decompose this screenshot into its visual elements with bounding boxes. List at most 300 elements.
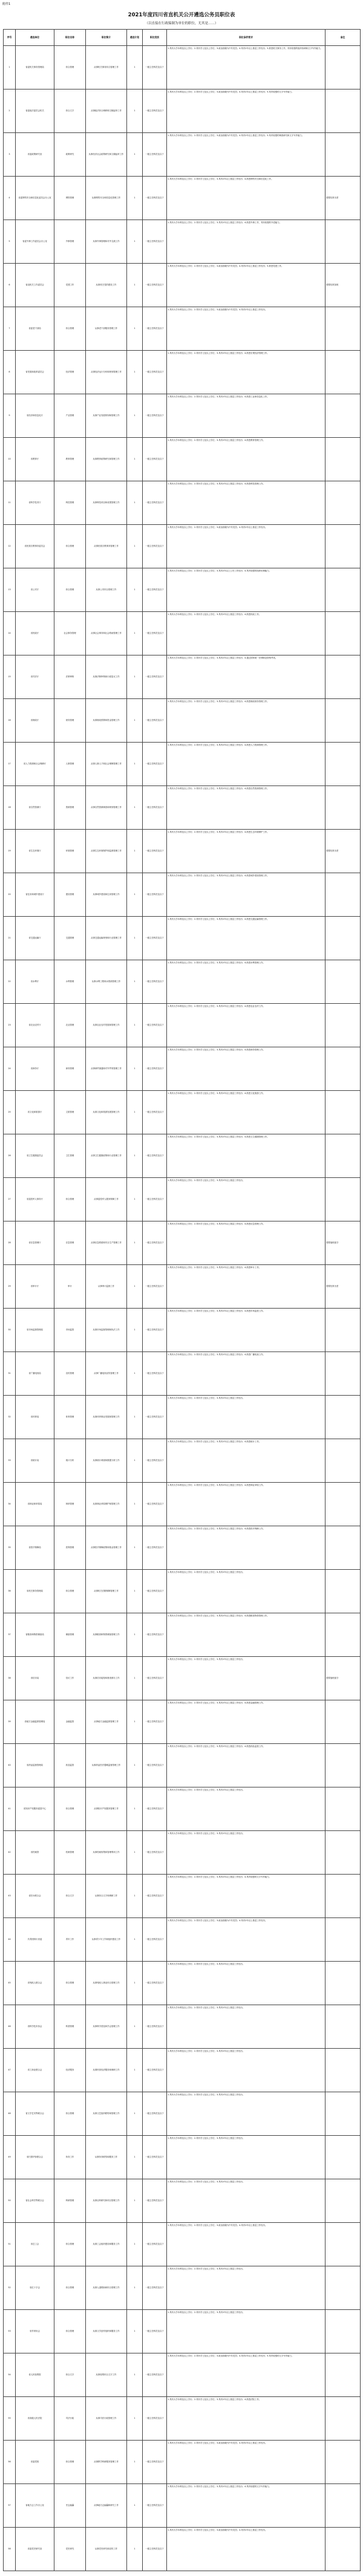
remarks: 需要经常出差 xyxy=(325,177,361,220)
position-category: 一级主任科员及以下 xyxy=(143,1047,167,1091)
position-description: 从事科学普及和学会管理工作 xyxy=(86,2005,127,2049)
position-description: 从事卫生健康政策和行业管理工作 xyxy=(86,1134,127,1178)
position-name: 水利管理 xyxy=(54,960,86,1004)
row-number: 10 xyxy=(4,438,16,481)
position-description: 从事政法综合调研和文稿起草工作 xyxy=(86,89,127,133)
position-category: 一级主任科员及以下 xyxy=(143,133,167,177)
table-row xyxy=(4,655,361,699)
position-requirements: 1.具有大学本科及以上学历；2.具有学士及以上学位；3.政治面貌为中共党员；4.具有2年以上基层工作经历；5.具有较强的文字写作能力。 xyxy=(167,2353,325,2397)
remarks xyxy=(325,2136,361,2179)
position-name: 党史研究 xyxy=(54,2528,86,2571)
position-description: 从事工会组织建设和服务工作 xyxy=(86,2223,127,2266)
position-requirements: 1.具有大学本科及以上学历；2.具有学士及以上学位；3.具有2年以上基层工作经历；4.熟悉农业农村工作。 xyxy=(167,1004,325,1047)
table-row xyxy=(4,1483,361,1526)
table-row xyxy=(4,177,361,220)
remarks xyxy=(325,1439,361,1483)
position-category: 一级主任科员及以下 xyxy=(143,1483,167,1526)
position-category: 一级主任科员及以下 xyxy=(143,1526,167,1570)
position-requirements: 1.具有大学本科及以上学历；2.具有学士及以上学位；3.具有2年以上基层工作经历。 xyxy=(167,1657,325,1700)
remarks xyxy=(325,89,361,133)
table-row xyxy=(4,1570,361,1613)
position-name: 综合管理 xyxy=(54,1962,86,2005)
table-row xyxy=(4,1396,361,1439)
remarks xyxy=(325,743,361,786)
row-number: 4 xyxy=(4,177,16,220)
position-category: 一级主任科员及以下 xyxy=(143,220,167,264)
position-name: 司法行政 xyxy=(54,2397,86,2441)
table-row xyxy=(4,1831,361,1875)
unit-name: 省作家协会 xyxy=(16,2310,54,2353)
hire-count: 1 xyxy=(127,481,143,525)
page-subtitle: （以直接在行政编制为单位的职位，尤其是……） xyxy=(145,22,218,25)
position-category: 一级主任科员及以下 xyxy=(143,1613,167,1657)
position-name: 科普管理 xyxy=(54,2005,86,2049)
hire-count: 1 xyxy=(127,1483,143,1526)
remarks: 需要经常出差 xyxy=(325,1265,361,1309)
position-description: 从事地方志编纂和研究工作 xyxy=(86,2484,127,2528)
unit-name: 省红十字会 xyxy=(16,2266,54,2310)
position-category: 一级主任科员及以下 xyxy=(143,2397,167,2441)
position-description: 从事财政预算和资金管理工作 xyxy=(86,699,127,743)
unit-name: 省农业农村厅 xyxy=(16,1004,54,1047)
table-row xyxy=(4,568,361,612)
position-category: 一级主任科员及以下 xyxy=(143,525,167,568)
position-name: 综合管理 xyxy=(54,46,86,89)
position-name: 综合管理 xyxy=(54,2441,86,2484)
position-description: 从事综合文字和调研工作 xyxy=(86,1875,127,1918)
row-number: 43 xyxy=(4,1875,16,1918)
position-description: 从事老干部服务管理工作 xyxy=(86,307,127,351)
position-description: 从事文学创作组织和服务工作 xyxy=(86,2310,127,2353)
position-category: 一级主任科员及以下 xyxy=(143,46,167,89)
header-cell: 职位名称 xyxy=(54,30,86,46)
position-description: 从事医疗保障政策和基金管理工作 xyxy=(86,1526,127,1570)
unit-name: 省医疗保障局 xyxy=(16,1526,54,1570)
position-category: 一级主任科员及以下 xyxy=(143,1178,167,1221)
position-name: 产业管理 xyxy=(54,394,86,438)
position-name: 教育管理 xyxy=(54,438,86,481)
remarks xyxy=(325,1787,361,1831)
position-description: 从事残疾人事业综合管理工作 xyxy=(86,1962,127,2005)
unit-name: 省公安厅 xyxy=(16,568,54,612)
position-category: 一级主任科员及以下 xyxy=(143,481,167,525)
position-description: 从事地方金融监督管理工作 xyxy=(86,1700,127,1744)
position-category: 一级主任科员及以下 xyxy=(143,2092,167,2136)
position-table xyxy=(3,29,361,2571)
position-name: 医保管理 xyxy=(54,1526,86,1570)
row-number: 32 xyxy=(4,1396,16,1439)
position-requirements: 1.具有大学本科及以上学历；2.具有学士及以上学位；3.政治面貌为中共党员；4.具有2年以上基层工作经历；5.具有较强的调查研究和文字写作能力。 xyxy=(167,133,325,177)
hire-count: 1 xyxy=(127,1396,143,1439)
position-description: 从事文化和旅游发展管理工作 xyxy=(86,1091,127,1134)
position-description: 从事知识产权服务管理工作 xyxy=(86,1787,127,1831)
position-requirements: 1.具有大学本科及以上学历；2.具有学士及以上学位；3.政治面貌为中共党员；4.具有2年以上基层工作经历。 xyxy=(167,307,325,351)
hire-count: 1 xyxy=(127,89,143,133)
position-description: 从事民族宗教事务管理工作 xyxy=(86,525,127,568)
row-number: 36 xyxy=(4,1570,16,1613)
position-name: 史志编纂 xyxy=(54,2484,86,2528)
remarks xyxy=(325,786,361,830)
position-requirements: 1.具有大学本科及以上学历；2.具有学士及以上学位；3.具有2年以上基层工作经历；4.熟悉医疗保障工作。 xyxy=(167,1526,325,1570)
hire-count: 1 xyxy=(127,2441,143,2484)
position-category: 一级主任科员及以下 xyxy=(143,2179,167,2223)
unit-name: 省药品监督管理局 xyxy=(16,1744,54,1787)
position-description: 从事科技项目和成果管理工作 xyxy=(86,481,127,525)
unit-name: 省归国华侨联合会 xyxy=(16,2136,54,2179)
row-number: 3 xyxy=(4,133,16,177)
row-number: 50 xyxy=(4,2179,16,2223)
position-requirements: 1.具有大学本科及以上学历；2.具有学士及以上学位；3.具有2年以上基层工作经历；4.熟悉教育管理工作。 xyxy=(167,438,325,481)
position-requirements: 1.具有大学本科及以上学历；2.具有学士及以上学位；3.具有2年以上基层工作经历；4.熟悉应急管理工作。 xyxy=(167,1221,325,1265)
row-number: 53 xyxy=(4,2310,16,2353)
table-row xyxy=(4,481,361,525)
table-row xyxy=(4,699,361,743)
position-category: 一级主任科员及以下 xyxy=(143,1309,167,1352)
hire-count: 1 xyxy=(127,612,143,655)
hire-count: 1 xyxy=(127,46,143,89)
hire-count: 1 xyxy=(127,1439,143,1483)
remarks xyxy=(325,220,361,264)
hire-count: 1 xyxy=(127,133,143,177)
position-requirements: 1.具有大学本科及以上学历；2.具有学士及以上学位；3.具有2年以上基层工作经历。 xyxy=(167,1570,325,1613)
position-name: 环境管理 xyxy=(54,830,86,873)
row-number: 27 xyxy=(4,1178,16,1221)
position-category: 一级主任科员及以下 xyxy=(143,1352,167,1396)
position-category: 一级主任科员及以下 xyxy=(143,1134,167,1178)
position-name: 宣传管理 xyxy=(54,1352,86,1396)
remarks xyxy=(325,481,361,525)
hire-count: 1 xyxy=(127,394,143,438)
position-requirements: 1.具有大学本科及以上学历；2.具有学士及以上学位；3.具有2年以上基层工作经历；4.熟悉人力资源管理工作。 xyxy=(167,743,325,786)
position-requirements: 1.具有大学本科及以上学历；2.具有学士及以上学位；3.具有2年以上基层工作经历；4.熟悉生态环境保护工作。 xyxy=(167,830,325,873)
row-number: 58 xyxy=(4,2528,16,2571)
position-requirements: 1.具有大学本科及以上学历；2.具有学士及以上学位；3.具有2年以上基层工作经历；4.通过国家统一法律职业资格考试。 xyxy=(167,655,325,699)
position-category: 一级主任科员及以下 xyxy=(143,1744,167,1787)
position-requirements: 1.具有大学本科及以上学历；2.具有学士及以上学位；3.政治面貌为中共党员；4.具有2年以上基层工作经历；5.熟悉机关事务工作，具有较强的组织协调和文字写作能力。 xyxy=(167,46,325,89)
unit-name: 省统计局 xyxy=(16,1439,54,1483)
remarks xyxy=(325,2049,361,2092)
remarks xyxy=(325,133,361,177)
table-row xyxy=(4,2266,361,2310)
position-description: 从事城乡建设和住房管理工作 xyxy=(86,873,127,917)
unit-name: 省社会科学界联合会 xyxy=(16,2179,54,2223)
row-number: 7 xyxy=(4,307,16,351)
hire-count: 1 xyxy=(127,1875,143,1918)
row-number: 5 xyxy=(4,220,16,264)
hire-count: 1 xyxy=(127,1744,143,1787)
position-name: 综合管理 xyxy=(54,2266,86,2310)
row-number: 57 xyxy=(4,2484,16,2528)
position-description: 从事审计监督工作 xyxy=(86,1265,127,1309)
remarks xyxy=(325,2353,361,2397)
position-name: 农业管理 xyxy=(54,1004,86,1047)
position-description: 从事体育事业发展和管理工作 xyxy=(86,1396,127,1439)
unit-name: 省委老干部局 xyxy=(16,307,54,351)
unit-name: 省交通运输厅 xyxy=(16,917,54,960)
unit-name: 省文化和旅游厅 xyxy=(16,1091,54,1134)
header-cell: 遴选单位 xyxy=(16,30,54,46)
position-name: 综合管理 xyxy=(54,2092,86,2136)
position-description: 从事生态环境保护和监督管理工作 xyxy=(86,830,127,873)
position-description: 从事林业草原保护和管理工作 xyxy=(86,1483,127,1526)
position-name: 综合管理 xyxy=(54,1787,86,1831)
position-requirements: 1.具有大学本科及以上学历；2.具有学士及以上学位；3.具有2年以上基层工作经历；4.熟悉林业草原工作。 xyxy=(167,1483,325,1526)
row-number: 38 xyxy=(4,1657,16,1700)
position-description: 从事商贸流通和对外贸易管理工作 xyxy=(86,1047,127,1091)
table-row xyxy=(4,1918,361,1962)
remarks xyxy=(325,1875,361,1918)
position-description: 从事文艺组织联络和管理工作 xyxy=(86,2092,127,2136)
position-name: 科技管理 xyxy=(54,481,86,525)
table-row xyxy=(4,1962,361,2005)
row-number: 2 xyxy=(4,89,16,133)
position-requirements: 1.具有大学本科及以上学历；2.具有学士及以上学位；3.具有2年以上基层工作经历。 xyxy=(167,2136,325,2179)
position-requirements: 1.具有大学本科及以上学历；2.具有学士及以上学位；3.具有2年以上基层工作经历；4.熟悉粮食物资管理工作。 xyxy=(167,1613,325,1657)
remarks xyxy=(325,2266,361,2310)
row-number: 22 xyxy=(4,960,16,1004)
table-row xyxy=(4,1439,361,1483)
position-category: 一级主任科员及以下 xyxy=(143,786,167,830)
position-name: 党建工作 xyxy=(54,264,86,307)
remarks xyxy=(325,2528,361,2571)
hire-count: 1 xyxy=(127,1962,143,2005)
table-row xyxy=(4,1091,361,1134)
table-row xyxy=(4,1004,361,1047)
remarks xyxy=(325,1918,361,1962)
table-row xyxy=(4,743,361,786)
position-category: 一级主任科员及以下 xyxy=(143,1875,167,1918)
hire-count: 1 xyxy=(127,2179,143,2223)
table-row xyxy=(4,786,361,830)
remarks xyxy=(325,1744,361,1787)
unit-name: 省市场监督管理局 xyxy=(16,1309,54,1352)
unit-name: 省粮食和物资储备局 xyxy=(16,1613,54,1657)
position-category: 一级主任科员及以下 xyxy=(143,743,167,786)
position-requirements: 1.具有大学本科及以上学历；2.具有学士及以上学位；3.政治面貌为中共党员；4.具有2年以上基层工作经历。 xyxy=(167,2528,325,2571)
position-name: 科研管理 xyxy=(54,2179,86,2223)
position-category: 一级主任科员及以下 xyxy=(143,2049,167,2092)
unit-name: 省经济和信息化厅 xyxy=(16,394,54,438)
table-row xyxy=(4,1265,361,1309)
position-name: 综合管理 xyxy=(54,1570,86,1613)
hire-count: 1 xyxy=(127,2223,143,2266)
table-row xyxy=(4,2310,361,2353)
table-row xyxy=(4,220,361,264)
position-name: 商务管理 xyxy=(54,1047,86,1091)
hire-count: 1 xyxy=(127,1309,143,1352)
remarks xyxy=(325,1309,361,1352)
table-row xyxy=(4,2092,361,2136)
header-cell: 职位类别 xyxy=(143,30,167,46)
table-row xyxy=(4,1309,361,1352)
unit-name: 省广播电视局 xyxy=(16,1352,54,1396)
hire-count: 1 xyxy=(127,2136,143,2179)
position-requirements: 1.具有大学本科及以上学历；2.具有学士及以上学位；3.具有2年以上基层工作经历；4.熟悉城乡建设管理工作。 xyxy=(167,873,325,917)
unit-name: 省财政厅 xyxy=(16,699,54,743)
position-category: 一级主任科员及以下 xyxy=(143,2005,167,2049)
position-requirements: 1.具有大学本科及以上学历；2.具有学士及以上学位；3.具有2年以上基层工作经历。 xyxy=(167,2049,325,2092)
hire-count: 1 xyxy=(127,1091,143,1134)
unit-name: 省退役军人事务厅 xyxy=(16,1178,54,1221)
position-requirements: 1.具有大学本科及以上学历；2.具有学士及以上学位；3.具有2年以上基层工作经历。 xyxy=(167,2310,325,2353)
unit-name: 省审计厅 xyxy=(16,1265,54,1309)
position-description: 从事社科研究和项目管理工作 xyxy=(86,2179,127,2223)
remarks xyxy=(325,1700,361,1744)
unit-name: 省科学技术协会 xyxy=(16,2005,54,2049)
position-category: 一级主任科员及以下 xyxy=(143,89,167,133)
table-row xyxy=(4,917,361,960)
position-name: 金融监管 xyxy=(54,1700,86,1744)
row-number: 24 xyxy=(4,1047,16,1091)
row-number: 31 xyxy=(4,1352,16,1396)
hire-count: 1 xyxy=(127,1221,143,1265)
row-number: 14 xyxy=(4,612,16,655)
position-requirements: 1.具有大学本科及以上学历；2.具有学士及以上学位；3.具有2年以上基层工作经历；4.熟悉工业和信息化工作。 xyxy=(167,394,325,438)
position-requirements: 1.具有大学本科及以上学历；2.具有学士及以上学位；3.具有2年以上基层工作经历；4.熟悉财政财务管理工作。 xyxy=(167,699,325,743)
position-category: 一级主任科员及以下 xyxy=(143,1221,167,1265)
position-description: 从事市场监督管理和执法工作 xyxy=(86,1309,127,1352)
remarks xyxy=(325,2092,361,2136)
table-row xyxy=(4,830,361,873)
position-category: 一级主任科员及以下 xyxy=(143,830,167,873)
hire-count: 1 xyxy=(127,960,143,1004)
row-number: 35 xyxy=(4,1526,16,1570)
position-name: 青年工作 xyxy=(54,1918,86,1962)
position-requirements: 1.具有大学本科及以上学历；2.具有学士及以上学位；3.具有2年以上公安工作经历；4.具有较强的组织协调能力。 xyxy=(167,568,325,612)
hire-count: 1 xyxy=(127,307,143,351)
position-category: 一级主任科员及以下 xyxy=(143,394,167,438)
table-row xyxy=(4,1134,361,1178)
remarks xyxy=(325,1047,361,1091)
position-name: 交通管理 xyxy=(54,917,86,960)
page-title: 2021年度四川省直机关公开遴选公务员职位表 xyxy=(128,12,235,18)
row-number: 19 xyxy=(4,830,16,873)
remarks xyxy=(325,873,361,917)
remarks xyxy=(325,1178,361,1221)
table-row xyxy=(4,89,361,133)
position-requirements: 1.具有大学本科及以上学历；2.具有学士及以上学位；3.政治面貌为中共党员；4.具有2年以上基层工作经历。 xyxy=(167,2223,325,2266)
unit-name: 省发展和改革委员会 xyxy=(16,351,54,394)
position-name: 外事管理 xyxy=(54,220,86,264)
remarks xyxy=(325,612,361,655)
position-description: 从事机关党的建设工作 xyxy=(86,264,127,307)
position-description: 从事党史研究和宣传工作 xyxy=(86,2528,127,2571)
position-description: 从事人事人才和社会保障管理工作 xyxy=(86,743,127,786)
table-row xyxy=(4,351,361,394)
table-row xyxy=(4,133,361,177)
header-cell: 职位简介 xyxy=(86,30,127,46)
hire-count: 1 xyxy=(127,786,143,830)
header-cell: 遴选计划 xyxy=(127,30,143,46)
position-requirements: 1.具有大学本科及以上学历；2.具有学士及以上学位；3.具有2年以上基层工作经历；4.熟悉外事工作，具有较强的外语能力。 xyxy=(167,220,325,264)
position-category: 一级主任科员及以下 xyxy=(143,264,167,307)
unit-name: 省委党史研究室 xyxy=(16,2528,54,2571)
row-number: 51 xyxy=(4,2223,16,2266)
position-category: 一级主任科员及以下 xyxy=(143,568,167,612)
position-description: 从事应急救援和安全生产管理工作 xyxy=(86,1221,127,1265)
remarks xyxy=(325,1352,361,1396)
hire-count: 1 xyxy=(127,1526,143,1570)
hire-count: 1 xyxy=(127,2005,143,2049)
position-description: 从事司法行政管理工作 xyxy=(86,2397,127,2441)
position-name: 文旅管理 xyxy=(54,1091,86,1134)
row-number: 49 xyxy=(4,2136,16,2179)
position-category: 一级主任科员及以下 xyxy=(143,1657,167,1700)
position-requirements: 1.具有大学本科及以上学历；2.具有学士及以上学位；3.具有2年以上基层工作经历；4.熟悉金融管理工作。 xyxy=(167,1700,325,1744)
position-name: 综合文字 xyxy=(54,1875,86,1918)
hire-count: 1 xyxy=(127,2266,143,2310)
hire-count: 1 xyxy=(127,699,143,743)
remarks xyxy=(325,1526,361,1570)
position-requirements: 1.具有大学本科及以上学历；2.具有学士及以上学位；3.具有2年以上基层工作经历；4.熟悉民政工作。 xyxy=(167,612,325,655)
position-requirements: 1.具有大学本科及以上学历；2.具有学士及以上学位；3.具有2年以上基层工作经历；4.熟悉宏观经济管理工作。 xyxy=(167,351,325,394)
position-description: 从事退役军人服务保障工作 xyxy=(86,1178,127,1221)
position-description: 从事教学科研服务管理工作 xyxy=(86,2441,127,2484)
hire-count: 1 xyxy=(127,2092,143,2136)
remarks xyxy=(325,1483,361,1526)
remarks xyxy=(325,307,361,351)
row-number: 45 xyxy=(4,1962,16,2005)
position-name: 信访工作 xyxy=(54,1657,86,1700)
unit-name: 省民政厅 xyxy=(16,612,54,655)
row-number: 44 xyxy=(4,1918,16,1962)
position-name: 市场监管 xyxy=(54,1309,86,1352)
position-category: 一级主任科员及以下 xyxy=(143,1700,167,1744)
row-number: 37 xyxy=(4,1613,16,1657)
position-name: 财务管理 xyxy=(54,699,86,743)
remarks xyxy=(325,1091,361,1134)
position-requirements: 1.具有大学本科及以上学历；2.具有学士及以上学位；3.具有2年以上基层工作经历。 xyxy=(167,1962,325,2005)
unit-name: 省地方志工作办公室 xyxy=(16,2484,54,2528)
hire-count: 1 xyxy=(127,1004,143,1047)
remarks xyxy=(325,1962,361,2005)
position-name: 综合文字 xyxy=(54,89,86,133)
position-requirements: 1.具有大学本科及以上学历；2.具有学士及以上学位；3.具有2年以上基层工作经历；4.熟悉网络安全和信息化工作。 xyxy=(167,177,325,220)
row-number: 30 xyxy=(4,1309,16,1352)
position-description: 从事信访接待和督查督办工作 xyxy=(86,1657,127,1700)
unit-name: 省林业和草原局 xyxy=(16,1483,54,1526)
hire-count: 1 xyxy=(127,1700,143,1744)
hire-count: 1 xyxy=(127,1178,143,1221)
position-description: 从事机关事务综合管理工作 xyxy=(86,46,127,89)
hire-count: 1 xyxy=(127,1787,143,1831)
position-category: 一级主任科员及以下 xyxy=(143,2136,167,2179)
table-row xyxy=(4,2441,361,2484)
position-requirements: 1.具有大学本科及以上学历；2.具有学士及以上学位；3.具有2年以上基层工作经历；4.熟悉交通运输管理工作。 xyxy=(167,917,325,960)
unit-name: 省委网络安全和信息化委员会办公室 xyxy=(16,177,54,220)
position-name: 药品监管 xyxy=(54,1744,86,1787)
table-row xyxy=(4,2528,361,2571)
hire-count: 1 xyxy=(127,568,143,612)
position-description: 从事农业农村发展和管理工作 xyxy=(86,1004,127,1047)
table-row xyxy=(4,307,361,351)
unit-name: 省高级人民法院 xyxy=(16,2397,54,2441)
position-description: 从事网络安全和信息化管理工作 xyxy=(86,177,127,220)
table-row xyxy=(4,1700,361,1744)
unit-name: 省知识产权服务促进中心 xyxy=(16,1787,54,1831)
table-row xyxy=(4,612,361,655)
position-requirements: 1.具有大学本科及以上学历；2.具有学士及以上学位；3.具有2年以上基层工作经历；4.熟悉商务管理工作。 xyxy=(167,1047,325,1091)
position-category: 一级主任科员及以下 xyxy=(143,177,167,220)
position-description: 从事检察综合文字工作 xyxy=(86,2353,127,2397)
position-requirements: 1.具有大学本科及以上学历；2.具有学士及以上学位；3.具有2年以上基层工作经历；4.熟悉统计工作。 xyxy=(167,1439,325,1483)
hire-count: 1 xyxy=(127,2397,143,2441)
position-category: 一级主任科员及以下 xyxy=(143,307,167,351)
position-name: 储备管理 xyxy=(54,1613,86,1657)
row-number: 39 xyxy=(4,1700,16,1744)
hire-count: 1 xyxy=(127,264,143,307)
remarks xyxy=(325,438,361,481)
